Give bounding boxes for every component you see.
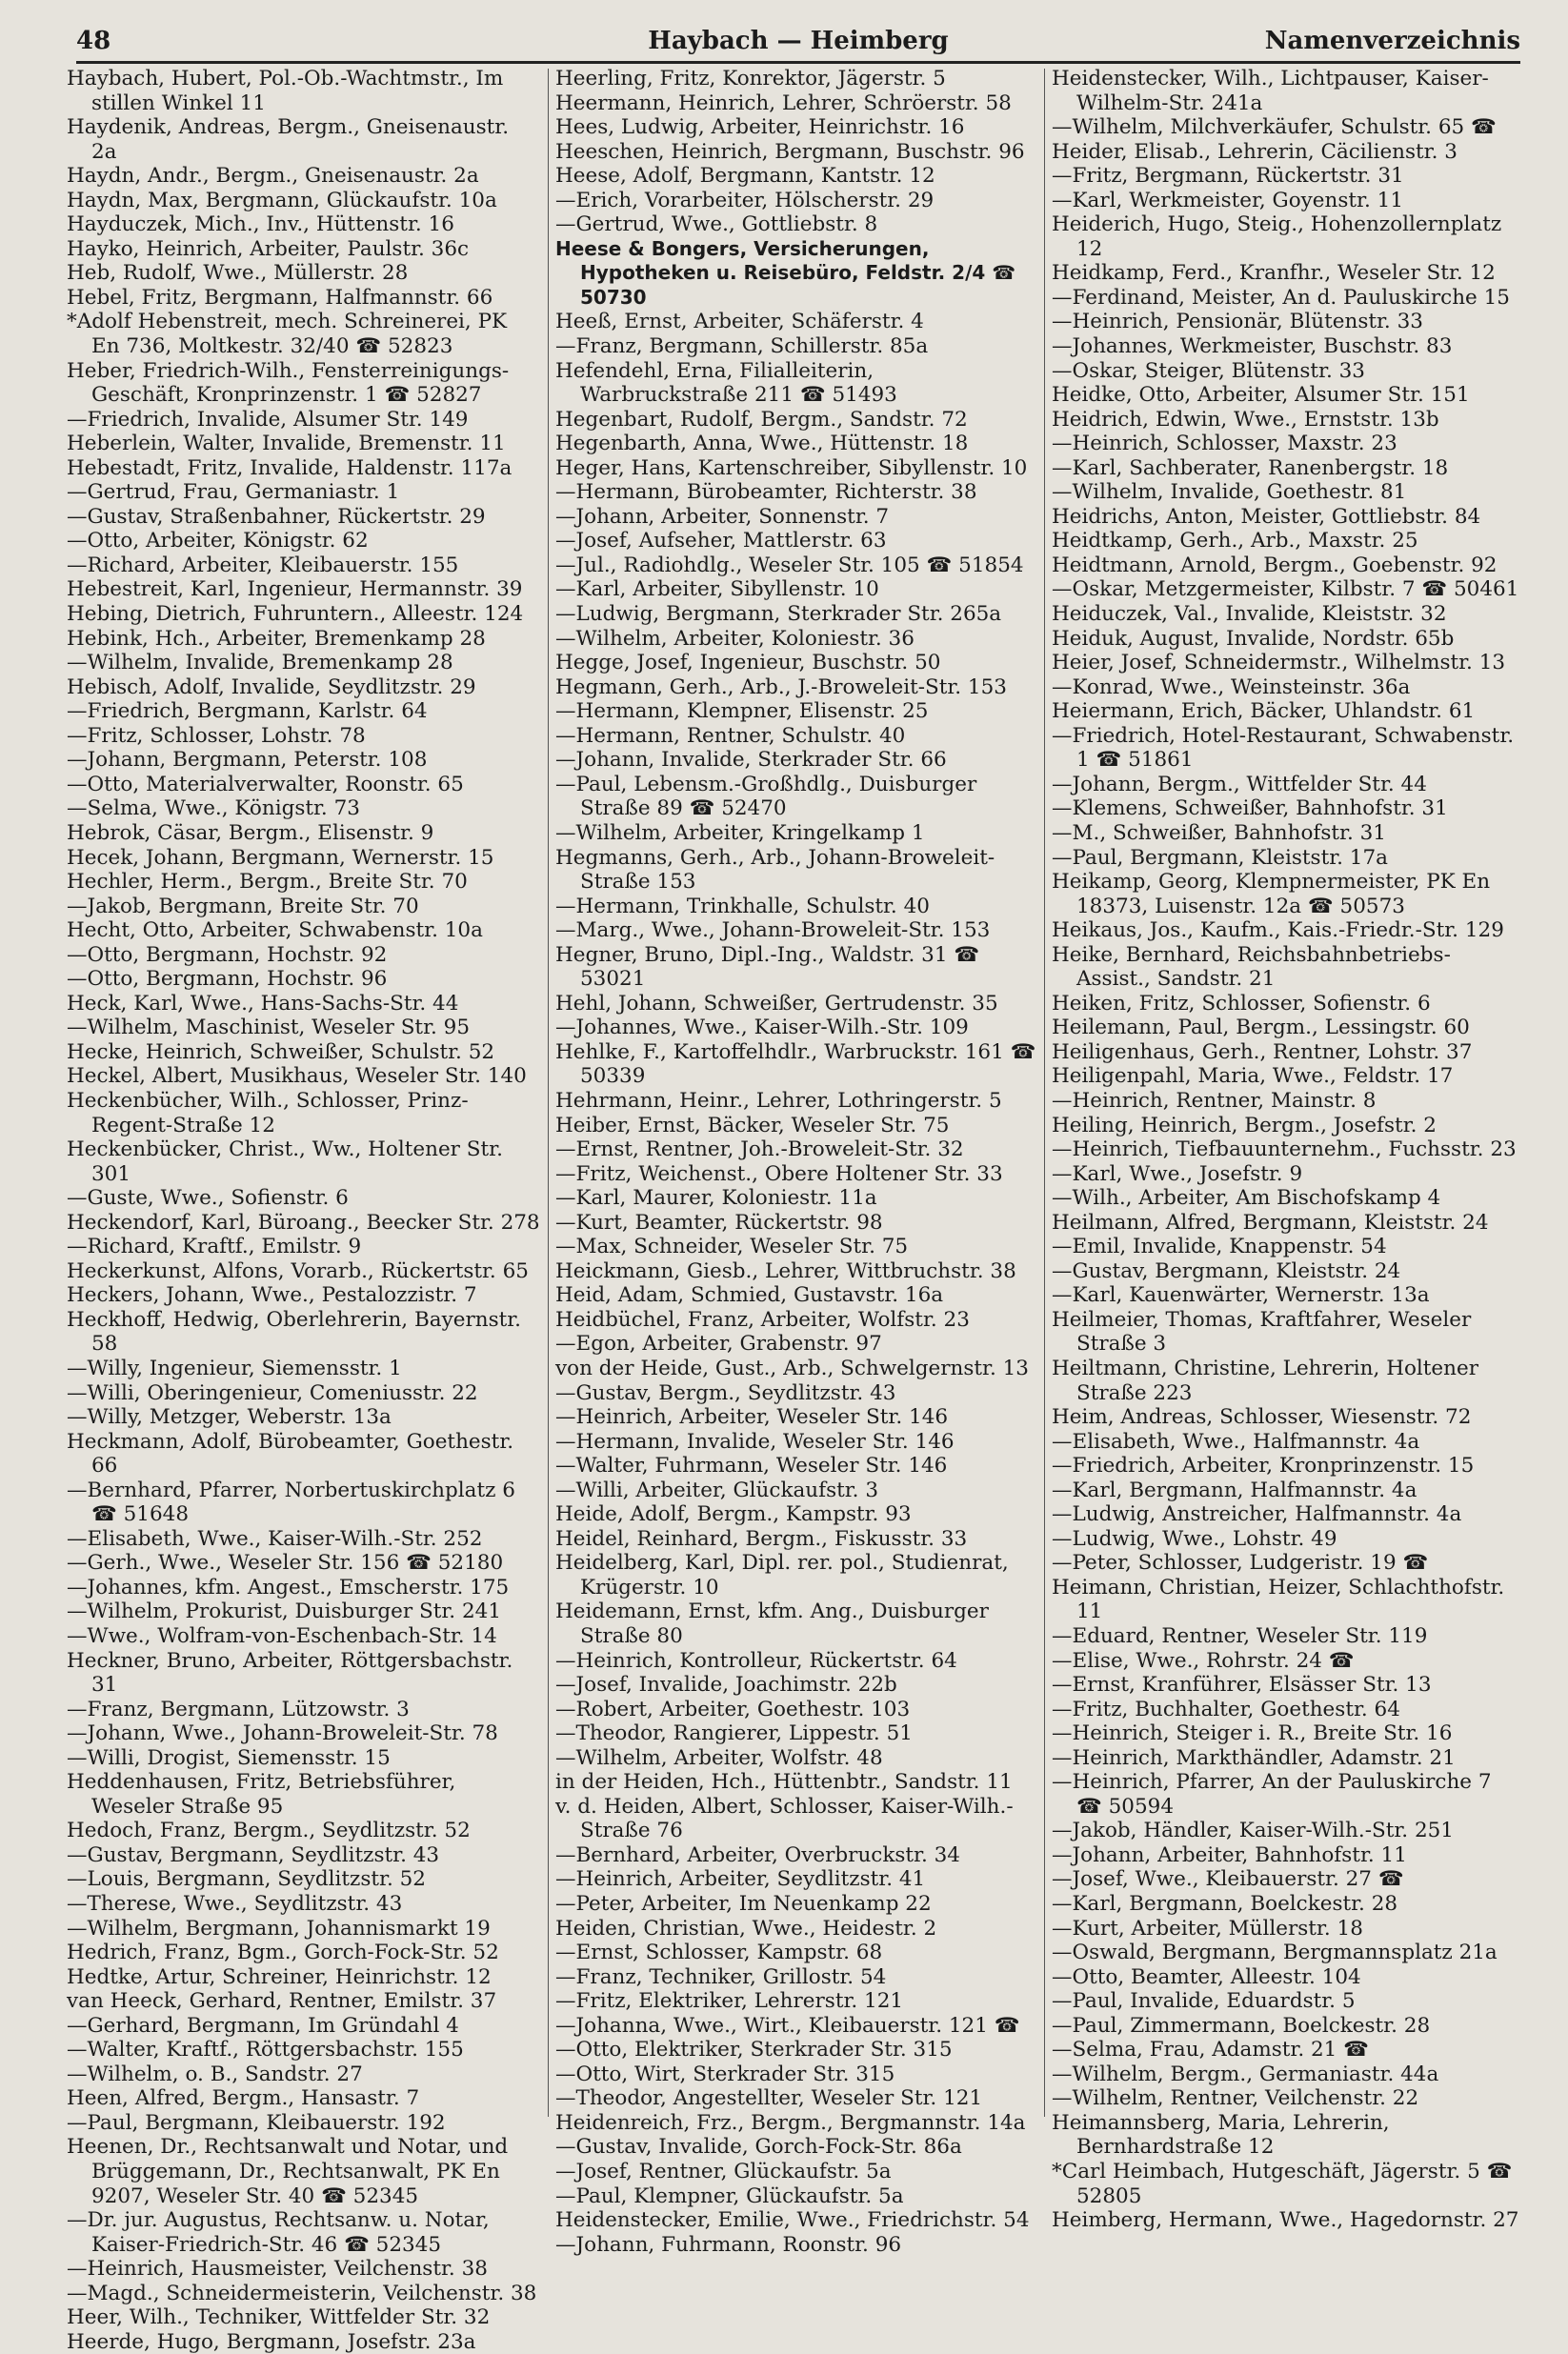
directory-entry: —Johanna, Wwe., Wirt., Kleibauerstr. 121 ☎ xyxy=(555,2013,1020,2038)
directory-entry: —Otto, Materialverwalter, Roonstr. 65 xyxy=(67,772,464,796)
directory-entry: Heberlein, Walter, Invalide, Bremenstr. 11 xyxy=(67,432,506,456)
directory-entry: Heimann, Christian, Heizer, Schlachthofstr. 11 xyxy=(1052,1575,1505,1624)
directory-entry: —Peter, Schlosser, Ludgeristr. 19 ☎ xyxy=(1052,1551,1429,1576)
directory-entry: —Karl, Werkmeister, Goyenstr. 11 xyxy=(1052,188,1403,212)
directory-entry: —Hermann, Klempner, Elisenstr. 25 xyxy=(555,699,929,724)
directory-entry: —Heinrich, Steiger i. R., Breite Str. 16 xyxy=(1052,1721,1453,1746)
directory-entry: —Jakob, Händler, Kaiser-Wilh.-Str. 251 xyxy=(1052,1819,1454,1843)
directory-entry: —Johann, Fuhrmann, Roonstr. 96 xyxy=(555,2232,902,2257)
directory-entry: —M., Schweißer, Bahnhofstr. 31 xyxy=(1052,820,1386,845)
directory-entry: —Ludwig, Anstreicher, Halfmannstr. 4a xyxy=(1052,1502,1462,1527)
directory-entry: —Emil, Invalide, Knappenstr. 54 xyxy=(1052,1235,1387,1259)
directory-entry: —Karl, Maurer, Koloniestr. 11a xyxy=(555,1186,877,1211)
directory-entry: —Guste, Wwe., Sofienstr. 6 xyxy=(67,1186,349,1211)
directory-entry: Hechler, Herm., Bergm., Breite Str. 70 xyxy=(67,870,468,895)
directory-entry: Hecht, Otto, Arbeiter, Schwabenstr. 10a xyxy=(67,918,483,943)
directory-entry: Hegmanns, Gerh., Arb., Johann-Broweleit-Straße 153 xyxy=(555,845,995,895)
directory-entry: Hedtke, Artur, Schreiner, Heinrichstr. 12 xyxy=(67,1964,492,1989)
directory-entry: —Fritz, Bergmann, Rückertstr. 31 xyxy=(1052,164,1404,189)
directory-entry: —Heinrich, Arbeiter, Seydlitzstr. 41 xyxy=(555,1867,926,1892)
directory-entry: —Josef, Rentner, Glückaufstr. 5a xyxy=(555,2160,892,2184)
directory-entry: —Hermann, Rentner, Schulstr. 40 xyxy=(555,723,906,748)
directory-entry: Heeschen, Heinrich, Bergmann, Buschstr. 96 xyxy=(555,139,1025,164)
directory-entry: —Gertrud, Frau, Germaniastr. 1 xyxy=(67,480,400,505)
directory-entry: Haydn, Max, Bergmann, Glückaufstr. 10a xyxy=(67,188,497,212)
directory-entry: —Otto, Bergmann, Hochstr. 96 xyxy=(67,967,388,992)
directory-entry: —Willi, Drogist, Siemensstr. 15 xyxy=(67,1745,391,1770)
directory-entry: —Richard, Kraftf., Emilstr. 9 xyxy=(67,1235,362,1259)
directory-entry: Heb, Rudolf, Wwe., Müllerstr. 28 xyxy=(67,261,409,286)
directory-entry: —Gertrud, Wwe., Gottliebstr. 8 xyxy=(555,212,878,237)
directory-entry: —Kurt, Beamter, Rückertstr. 98 xyxy=(555,1210,883,1235)
directory-entry: Heerling, Fritz, Konrektor, Jägerstr. 5 xyxy=(555,67,946,91)
column-1 xyxy=(67,67,540,2354)
directory-entry: Hehrmann, Heinr., Lehrer, Lothringerstr. 5 xyxy=(555,1088,1002,1113)
directory-entry: Heidenreich, Frz., Bergm., Bergmannstr. 14a xyxy=(555,2110,1026,2135)
directory-entry: Heckenbücher, Wilh., Schlosser, Prinz-Regent-Straße 12 xyxy=(67,1088,469,1137)
directory-entry: —Kurt, Arbeiter, Müllerstr. 18 xyxy=(1052,1916,1363,1941)
directory-entry: —Johannes, Wwe., Kaiser-Wilh.-Str. 109 xyxy=(555,1016,969,1040)
directory-entry: —Wilhelm, Invalide, Bremenkamp 28 xyxy=(67,651,453,675)
directory-entry: —Heinrich, Schlosser, Maxstr. 23 xyxy=(1052,432,1397,456)
directory-entry: —Theodor, Angestellter, Weseler Str. 121 xyxy=(555,2086,983,2111)
directory-entry: —Johann, Bergmann, Peterstr. 108 xyxy=(67,748,428,773)
directory-entry: Heimberg, Hermann, Wwe., Hagedornstr. 27 xyxy=(1052,2208,1519,2233)
directory-entry: von der Heide, Gust., Arb., Schwelgernstr. 13 xyxy=(555,1356,1029,1380)
directory-entry: —Paul, Klempner, Glückaufstr. 5a xyxy=(555,2183,904,2208)
directory-entry: —Eduard, Rentner, Weseler Str. 119 xyxy=(1052,1624,1428,1648)
directory-entry: —Ludwig, Wwe., Lohstr. 49 xyxy=(1052,1526,1337,1551)
directory-entry: —Paul, Zimmermann, Boelckestr. 28 xyxy=(1052,2013,1431,2038)
page-number: 48 xyxy=(76,27,111,55)
directory-entry: Hebing, Dietrich, Fuhruntern., Alleestr. 124 xyxy=(67,602,524,627)
directory-entry: Hebisch, Adolf, Invalide, Seydlitzstr. 29 xyxy=(67,674,476,699)
directory-entry: —Friedrich, Arbeiter, Kronprinzenstr. 15 xyxy=(1052,1454,1475,1479)
directory-entry: Heidbüchel, Franz, Arbeiter, Wolfstr. 23 xyxy=(555,1307,970,1332)
directory-entry: Heiderich, Hugo, Steig., Hohenzollernplatz 12 xyxy=(1052,212,1502,261)
directory-entry: —Franz, Bergmann, Lützowstr. 3 xyxy=(67,1697,410,1721)
directory-entry: —Bernhard, Pfarrer, Norbertuskirchplatz 6 ☎ 51648 xyxy=(67,1478,515,1527)
directory-entry: Heckerkunst, Alfons, Vorarb., Rückertstr. 65 xyxy=(67,1258,529,1283)
directory-entry: —Wilhelm, Arbeiter, Kringelkamp 1 xyxy=(555,820,925,845)
directory-entry: —Therese, Wwe., Seydlitzstr. 43 xyxy=(67,1892,403,1917)
directory-entry: Hebink, Hch., Arbeiter, Bremenkamp 28 xyxy=(67,626,486,651)
directory-entry: Hedrich, Franz, Bgm., Gorch-Fock-Str. 52 xyxy=(67,1941,499,1965)
directory-entry: Heiduczek, Val., Invalide, Kleiststr. 32 xyxy=(1052,602,1447,627)
directory-entry: —Ernst, Schlosser, Kampstr. 68 xyxy=(555,1941,883,1965)
directory-entry: Heckel, Albert, Musikhaus, Weseler Str. 140 xyxy=(67,1064,527,1089)
directory-entry: Heike, Bernhard, Reichsbahnbetriebs-Assist., Sandstr. 21 xyxy=(1052,942,1451,992)
directory-entry: Heimannsberg, Maria, Lehrerin, Bernhardstraße 12 xyxy=(1052,2110,1390,2160)
directory-entry: —Otto, Elektriker, Sterkrader Str. 315 xyxy=(555,2038,953,2062)
directory-entry: Heckmann, Adolf, Bürobeamter, Goethestr. 66 xyxy=(67,1429,514,1479)
directory-entry: Heid, Adam, Schmied, Gustavstr. 16a xyxy=(555,1283,944,1308)
directory-entry: v. d. Heiden, Albert, Schlosser, Kaiser-Wilh.-Straße 76 xyxy=(555,1794,1014,1843)
directory-entry: van Heeck, Gerhard, Rentner, Emilstr. 37 xyxy=(67,1989,497,2014)
directory-entry: Heikaus, Jos., Kaufm., Kais.-Friedr.-Str. 129 xyxy=(1052,918,1504,943)
directory-entry: Heckhoff, Hedwig, Oberlehrerin, Bayernstr. 58 xyxy=(67,1307,521,1357)
directory-entry: Heidrichs, Anton, Meister, Gottliebstr. 84 xyxy=(1052,504,1481,529)
directory-entry: —Heinrich, Markthändler, Adamstr. 21 xyxy=(1052,1745,1456,1770)
directory-entry: *Carl Heimbach, Hutgeschäft, Jägerstr. 5 ☎ 52805 xyxy=(1052,2160,1513,2208)
directory-entry: —Gustav, Bergm., Seydlitzstr. 43 xyxy=(555,1380,896,1405)
directory-entry: Hedoch, Franz, Bergm., Seydlitzstr. 52 xyxy=(67,1819,471,1843)
directory-entry: Hegmann, Gerh., Arb., J.-Broweleit-Str. 153 xyxy=(555,674,1007,699)
directory-entry: —Heinrich, Arbeiter, Weseler Str. 146 xyxy=(555,1405,949,1430)
directory-entry: —Karl, Sachberater, Ranenbergstr. 18 xyxy=(1052,455,1449,480)
directory-entry: Heeß, Ernst, Arbeiter, Schäferstr. 4 xyxy=(555,310,924,334)
directory-entry: Hecke, Heinrich, Schweißer, Schulstr. 52 xyxy=(67,1039,495,1064)
column-3 xyxy=(1052,67,1520,2233)
directory-entry: —Fritz, Elektriker, Lehrerstr. 121 xyxy=(555,1989,904,2014)
directory-entry: —Theodor, Rangierer, Lippestr. 51 xyxy=(555,1721,913,1746)
directory-entry: —Wilhelm, Milchverkäufer, Schulstr. 65 ☎ xyxy=(1052,115,1497,140)
directory-entry: —Oskar, Metzgermeister, Kilbstr. 7 ☎ 50461 xyxy=(1052,577,1519,602)
directory-entry: —Paul, Bergmann, Kleibauerstr. 192 xyxy=(67,2110,446,2135)
directory-entry: —Louis, Bergmann, Seydlitzstr. 52 xyxy=(67,1867,426,1892)
directory-entry: Heiden, Christian, Wwe., Heidestr. 2 xyxy=(555,1916,937,1941)
directory-entry: Heck, Karl, Wwe., Hans-Sachs-Str. 44 xyxy=(67,991,459,1016)
directory-entry: —Willy, Ingenieur, Siemensstr. 1 xyxy=(67,1356,402,1380)
directory-entry: —Otto, Beamter, Alleestr. 104 xyxy=(1052,1964,1361,1989)
directory-entry: Hecek, Johann, Bergmann, Wernerstr. 15 xyxy=(67,845,494,870)
directory-entry: —Wwe., Wolfram-von-Eschenbach-Str. 14 xyxy=(67,1624,497,1648)
directory-entry: —Heinrich, Kontrolleur, Rückertstr. 64 xyxy=(555,1648,957,1673)
directory-entry: —Johann, Arbeiter, Bahnhofstr. 11 xyxy=(1052,1842,1407,1867)
directory-entry: Heilmann, Alfred, Bergmann, Kleiststr. 24 xyxy=(1052,1210,1489,1235)
directory-entry: —Johann, Invalide, Sterkrader Str. 66 xyxy=(555,748,947,773)
directory-entry: Heim, Andreas, Schlosser, Wiesenstr. 72 xyxy=(1052,1405,1472,1430)
directory-entry: —Ernst, Rentner, Joh.-Broweleit-Str. 32 xyxy=(555,1137,964,1162)
directory-entry: Heiltmann, Christine, Lehrerin, Holtener Straße 223 xyxy=(1052,1356,1478,1405)
directory-entry: Heiber, Ernst, Bäcker, Weseler Str. 75 xyxy=(555,1113,950,1137)
directory-entry: —Jul., Radiohdlg., Weseler Str. 105 ☎ 51854 xyxy=(555,553,1024,577)
directory-entry: —Johann, Wwe., Johann-Broweleit-Str. 78 xyxy=(67,1721,498,1746)
directory-entry: Heen, Alfred, Bergm., Hansastr. 7 xyxy=(67,2086,420,2111)
directory-entry: —Karl, Bergmann, Halfmannstr. 4a xyxy=(1052,1478,1417,1502)
directory-entry: Hehlke, F., Kartoffelhdlr., Warbruckstr. 161 ☎ 50339 xyxy=(555,1039,1036,1089)
column-rule xyxy=(1044,69,1045,2117)
directory-entry: —Willy, Metzger, Weberstr. 13a xyxy=(67,1405,392,1430)
directory-entry: —Gustav, Bergmann, Kleiststr. 24 xyxy=(1052,1258,1401,1283)
directory-entry: —Heinrich, Rentner, Mainstr. 8 xyxy=(1052,1088,1377,1113)
directory-entry: —Fritz, Buchhalter, Goethestr. 64 xyxy=(1052,1697,1400,1721)
directory-entry: —Paul, Invalide, Eduardstr. 5 xyxy=(1052,1989,1356,2014)
directory-entry: —Otto, Arbeiter, Königstr. 62 xyxy=(67,529,369,553)
directory-entry: Haydenik, Andreas, Bergm., Gneisenaustr. 2a xyxy=(67,115,510,164)
directory-entry: —Erich, Vorarbeiter, Hölscherstr. 29 xyxy=(555,188,935,212)
directory-entry: —Wilhelm, Maschinist, Weseler Str. 95 xyxy=(67,1016,471,1040)
directory-entry: Heidrich, Edwin, Wwe., Ernststr. 13b xyxy=(1052,407,1439,432)
directory-entry: —Robert, Arbeiter, Goethestr. 103 xyxy=(555,1697,911,1721)
directory-entry: —Walter, Fuhrmann, Weseler Str. 146 xyxy=(555,1454,948,1479)
directory-entry: —Wilhelm, o. B., Sandstr. 27 xyxy=(67,2062,363,2086)
directory-entry: Hebestreit, Karl, Ingenieur, Hermannstr. 39 xyxy=(67,577,523,602)
directory-entry: Heiduk, August, Invalide, Nordstr. 65b xyxy=(1052,626,1455,651)
directory-entry: —Josef, Wwe., Kleibauerstr. 27 ☎ xyxy=(1052,1867,1404,1892)
directory-entry: —Willi, Oberingenieur, Comeniusstr. 22 xyxy=(67,1380,478,1405)
directory-entry: —Konrad, Wwe., Weinsteinstr. 36a xyxy=(1052,674,1411,699)
directory-entry: Heger, Hans, Kartenschreiber, Sibyllenstr. 10 xyxy=(555,455,1028,480)
directory-entry: —Egon, Arbeiter, Grabenstr. 97 xyxy=(555,1332,882,1357)
directory-entry: Heier, Josef, Schneidermstr., Wilhelmstr. 13 xyxy=(1052,651,1506,675)
directory-entry: —Otto, Wirt, Sterkrader Str. 315 xyxy=(555,2062,895,2086)
directory-entry: Heidtmann, Arnold, Bergm., Goebenstr. 92 xyxy=(1052,553,1498,577)
directory-entry: —Karl, Wwe., Josefstr. 9 xyxy=(1052,1161,1303,1186)
directory-entry: —Gerhard, Bergmann, Im Gründahl 4 xyxy=(67,2013,459,2038)
directory-entry: Heiligenhaus, Gerh., Rentner, Lohstr. 37 xyxy=(1052,1039,1473,1064)
directory-entry: —Wilhelm, Prokurist, Duisburger Str. 241 xyxy=(67,1600,502,1624)
directory-entry: —Gustav, Bergmann, Seydlitzstr. 43 xyxy=(67,1842,440,1867)
directory-entry: —Friedrich, Hotel-Restaurant, Schwabenstr. 1 ☎ 51861 xyxy=(1052,723,1515,773)
directory-entry: —Josef, Invalide, Joachimstr. 22b xyxy=(555,1673,897,1698)
directory-entry: Hayduczek, Mich., Inv., Hüttenstr. 16 xyxy=(67,212,454,237)
directory-entry: Heber, Friedrich-Wilh., Fensterreinigungs-Geschäft, Kronprinzenstr. 1 ☎ 52827 xyxy=(67,358,510,408)
directory-entry: —Elise, Wwe., Rohrstr. 24 ☎ xyxy=(1052,1648,1355,1673)
directory-entry: —Johannes, Werkmeister, Buschstr. 83 xyxy=(1052,334,1453,359)
directory-entry: —Franz, Techniker, Grillostr. 54 xyxy=(555,1964,887,1989)
directory-entry: —Paul, Lebensm.-Großhdlg., Duisburger Straße 89 ☎ 52470 xyxy=(555,772,977,821)
directory-entry: —Oskar, Steiger, Blütenstr. 33 xyxy=(1052,358,1365,383)
directory-entry: —Fritz, Weichenst., Obere Holtener Str. 33 xyxy=(555,1161,1003,1186)
directory-entry: Heermann, Heinrich, Lehrer, Schröerstr. 58 xyxy=(555,91,1012,115)
directory-entry: Heilmeier, Thomas, Kraftfahrer, Weseler Straße 3 xyxy=(1052,1307,1472,1357)
directory-entry: Heidenstecker, Wilh., Lichtpauser, Kaiser-Wilhelm-Str. 241a xyxy=(1052,67,1489,115)
directory-entry: —Ferdinand, Meister, An d. Pauluskirche 15 xyxy=(1052,285,1510,310)
directory-entry: Haybach, Hubert, Pol.-Ob.-Wachtmstr., Im stillen Winkel 11 xyxy=(67,67,504,115)
directory-entry: in der Heiden, Hch., Hüttenbtr., Sandstr. 11 xyxy=(555,1770,1013,1795)
directory-entry: —Richard, Arbeiter, Kleibauerstr. 155 xyxy=(67,553,459,577)
directory-entry: —Karl, Kauenwärter, Wernerstr. 13a xyxy=(1052,1283,1430,1308)
directory-entry: Hees, Ludwig, Arbeiter, Heinrichstr. 16 xyxy=(555,115,965,140)
directory-entry: —Selma, Frau, Adamstr. 21 ☎ xyxy=(1052,2038,1369,2062)
directory-entry: Hayko, Heinrich, Arbeiter, Paulstr. 36c xyxy=(67,236,470,261)
directory-entry: —Franz, Bergmann, Schillerstr. 85a xyxy=(555,334,929,359)
directory-entry: Hegner, Bruno, Dipl.-Ing., Waldstr. 31 ☎ 53021 xyxy=(555,942,980,992)
directory-entry: Heidenstecker, Emilie, Wwe., Friedrichstr. 54 xyxy=(555,2208,1030,2233)
directory-entry: —Heinrich, Pensionär, Blütenstr. 33 xyxy=(1052,310,1423,334)
directory-entry: —Friedrich, Bergmann, Karlstr. 64 xyxy=(67,699,428,724)
directory-entry: —Heinrich, Hausmeister, Veilchenstr. 38 xyxy=(67,2257,488,2282)
directory-entry: —Paul, Bergmann, Kleiststr. 17a xyxy=(1052,845,1388,870)
directory-entry: Hegenbarth, Anna, Wwe., Hüttenstr. 18 xyxy=(555,432,969,456)
directory-entry: Heidke, Otto, Arbeiter, Alsumer Str. 151 xyxy=(1052,383,1470,408)
directory-entry: —Johann, Bergm., Wittfelder Str. 44 xyxy=(1052,772,1427,796)
directory-entry: —Ludwig, Bergmann, Sterkrader Str. 265a xyxy=(555,602,1002,627)
directory-entry: —Otto, Bergmann, Hochstr. 92 xyxy=(67,942,388,967)
directory-entry: Hefendehl, Erna, Filialleiterin, Warbruckstraße 211 ☎ 51493 xyxy=(555,358,897,408)
directory-entry: Heese & Bongers, Versicherungen, Hypotheken u. Reisebüro, Feldstr. 2/4 ☎ 50730 xyxy=(555,236,1016,309)
directory-entry: —Josef, Aufseher, Mattlerstr. 63 xyxy=(555,529,887,553)
directory-entry: Hebrok, Cäsar, Bergm., Elisenstr. 9 xyxy=(67,820,434,845)
directory-entry: Heider, Elisab., Lehrerin, Cäcilienstr. 3 xyxy=(1052,139,1457,164)
directory-entry: Heer, Wilh., Techniker, Wittfelder Str. 32 xyxy=(67,2305,491,2330)
directory-entry: —Elisabeth, Wwe., Kaiser-Wilh.-Str. 252 xyxy=(67,1526,483,1551)
directory-entry: —Gustav, Invalide, Gorch-Fock-Str. 86a xyxy=(555,2135,962,2160)
directory-entry: —Elisabeth, Wwe., Halfmannstr. 4a xyxy=(1052,1429,1420,1454)
directory-entry: Heilemann, Paul, Bergm., Lessingstr. 60 xyxy=(1052,1016,1470,1040)
directory-entry: —Hermann, Trinkhalle, Schulstr. 40 xyxy=(555,894,930,918)
directory-entry: —Magd., Schneidermeisterin, Veilchenstr. 38 xyxy=(67,2281,537,2305)
column-2 xyxy=(555,67,1036,2257)
directory-entry: —Jakob, Bergmann, Breite Str. 70 xyxy=(67,894,419,918)
directory-entry: Hehl, Johann, Schweißer, Gertrudenstr. 35 xyxy=(555,991,998,1016)
directory-entry: —Karl, Bergmann, Boelckestr. 28 xyxy=(1052,1892,1398,1917)
directory-entry: Heide, Adolf, Bergm., Kampstr. 93 xyxy=(555,1502,912,1527)
directory-entry: Heidemann, Ernst, kfm. Ang., Duisburger Straße 80 xyxy=(555,1600,989,1648)
directory-entry: —Hermann, Bürobeamter, Richterstr. 38 xyxy=(555,480,977,505)
directory-entry: —Walter, Kraftf., Röttgersbachstr. 155 xyxy=(67,2038,464,2062)
directory-entry: Heiken, Fritz, Schlosser, Sofienstr. 6 xyxy=(1052,991,1431,1016)
directory-entry: —Klemens, Schweißer, Bahnhofstr. 31 xyxy=(1052,796,1448,821)
directory-entry: —Friedrich, Invalide, Alsumer Str. 149 xyxy=(67,407,469,432)
directory-entry: —Max, Schneider, Weseler Str. 75 xyxy=(555,1235,909,1259)
directory-entry: —Heinrich, Pfarrer, An der Pauluskirche 7 ☎ 50594 xyxy=(1052,1770,1492,1819)
directory-entry: Heckner, Bruno, Arbeiter, Röttgersbachstr. 31 xyxy=(67,1648,513,1698)
section-title: Namenverzeichnis xyxy=(1264,27,1520,55)
column-rule xyxy=(548,69,549,2117)
directory-entry: Heidkamp, Ferd., Kranfhr., Weseler Str. 12 xyxy=(1052,261,1496,286)
directory-entry: —Heinrich, Tiefbauunternehm., Fuchsstr. 23 xyxy=(1052,1137,1517,1162)
directory-entry: Hegge, Josef, Ingenieur, Buschstr. 50 xyxy=(555,651,941,675)
directory-entry: —Wilh., Arbeiter, Am Bischofskamp 4 xyxy=(1052,1186,1441,1211)
directory-entry: —Johannes, kfm. Angest., Emscherstr. 175 xyxy=(67,1575,510,1600)
directory-entry: Heddenhausen, Fritz, Betriebsführer, Weseler Straße 95 xyxy=(67,1770,456,1819)
directory-entry: Heickmann, Giesb., Lehrer, Wittbruchstr. 38 xyxy=(555,1258,1016,1283)
directory-entry: —Wilhelm, Rentner, Veilchenstr. 22 xyxy=(1052,2086,1419,2111)
directory-entry: Heckers, Johann, Wwe., Pestalozzistr. 7 xyxy=(67,1283,477,1308)
directory-entry: —Dr. jur. Augustus, Rechtsanw. u. Notar, Kaiser-Friedrich-Str. 46 ☎ 52345 xyxy=(67,2208,490,2257)
directory-entry: —Johann, Arbeiter, Sonnenstr. 7 xyxy=(555,504,890,529)
directory-entry: —Gerh., Wwe., Weseler Str. 156 ☎ 52180 xyxy=(67,1551,504,1576)
directory-entry: Heidel, Reinhard, Bergm., Fiskusstr. 33 xyxy=(555,1526,968,1551)
directory-entry: —Peter, Arbeiter, Im Neuenkamp 22 xyxy=(555,1892,932,1917)
directory-entry: Heerde, Hugo, Bergmann, Josefstr. 23a xyxy=(67,2329,476,2354)
directory-entry: Heckendorf, Karl, Büroang., Beecker Str. 278 xyxy=(67,1210,540,1235)
directory-entry: —Bernhard, Arbeiter, Overbruckstr. 34 xyxy=(555,1842,960,1867)
directory-entry: Hebestadt, Fritz, Invalide, Haldenstr. 117a xyxy=(67,455,513,480)
directory-entry: —Gustav, Straßenbahner, Rückertstr. 29 xyxy=(67,504,486,529)
directory-entry: —Willi, Arbeiter, Glückaufstr. 3 xyxy=(555,1478,879,1502)
directory-entry: Hebel, Fritz, Bergmann, Halfmannstr. 66 xyxy=(67,285,493,310)
directory-entry: —Hermann, Invalide, Weseler Str. 146 xyxy=(555,1429,955,1454)
directory-entry: —Wilhelm, Arbeiter, Wolfstr. 48 xyxy=(555,1745,883,1770)
directory-entry: —Marg., Wwe., Johann-Broweleit-Str. 153 xyxy=(555,918,991,943)
directory-entry: Haydn, Andr., Bergm., Gneisenaustr. 2a xyxy=(67,164,479,189)
directory-entry: Hegenbart, Rudolf, Bergm., Sandstr. 72 xyxy=(555,407,968,432)
directory-entry: Heikamp, Georg, Klempnermeister, PK En 18373, Luisenstr. 12a ☎ 50573 xyxy=(1052,870,1491,918)
directory-entry: —Wilhelm, Bergmann, Johannismarkt 19 xyxy=(67,1916,491,1941)
directory-entry: —Wilhelm, Bergm., Germaniastr. 44a xyxy=(1052,2062,1439,2086)
directory-entry: —Selma, Wwe., Königstr. 73 xyxy=(67,796,360,821)
directory-entry: Heiermann, Erich, Bäcker, Uhlandstr. 61 xyxy=(1052,699,1476,724)
directory-entry: Heidtkamp, Gerh., Arb., Maxstr. 25 xyxy=(1052,529,1418,553)
directory-entry: Heidelberg, Karl, Dipl. rer. pol., Studienrat, Krügerstr. 10 xyxy=(555,1551,1009,1600)
directory-entry: Heenen, Dr., Rechtsanwalt und Notar, und Brüggemann, Dr., Rechtsanwalt, PK En 9207, Weseler Str. 40 ☎ 52345 xyxy=(67,2135,509,2208)
directory-entry: —Oswald, Bergmann, Bergmannsplatz 21a xyxy=(1052,1941,1498,1965)
directory-entry: —Wilhelm, Invalide, Goethestr. 81 xyxy=(1052,480,1407,505)
directory-entry: Heese, Adolf, Bergmann, Kantstr. 12 xyxy=(555,164,935,189)
directory-entry: —Ernst, Kranführer, Elsässer Str. 13 xyxy=(1052,1673,1432,1698)
directory-entry: —Fritz, Schlosser, Lohstr. 78 xyxy=(67,723,366,748)
directory-entry: *Adolf Hebenstreit, mech. Schreinerei, PK En 736, Moltkestr. 32/40 ☎ 52823 xyxy=(67,310,508,359)
page-header xyxy=(76,23,1520,64)
directory-entry: —Karl, Arbeiter, Sibyllenstr. 10 xyxy=(555,577,879,602)
running-head: Haybach — Heimberg xyxy=(648,27,949,55)
directory-entry: Heckenbücker, Christ., Ww., Holtener Str. 301 xyxy=(67,1137,503,1186)
directory-entry: Heiling, Heinrich, Bergm., Josefstr. 2 xyxy=(1052,1113,1437,1137)
directory-entry: —Wilhelm, Arbeiter, Koloniestr. 36 xyxy=(555,626,915,651)
directory-entry: Heiligenpahl, Maria, Wwe., Feldstr. 17 xyxy=(1052,1064,1454,1089)
